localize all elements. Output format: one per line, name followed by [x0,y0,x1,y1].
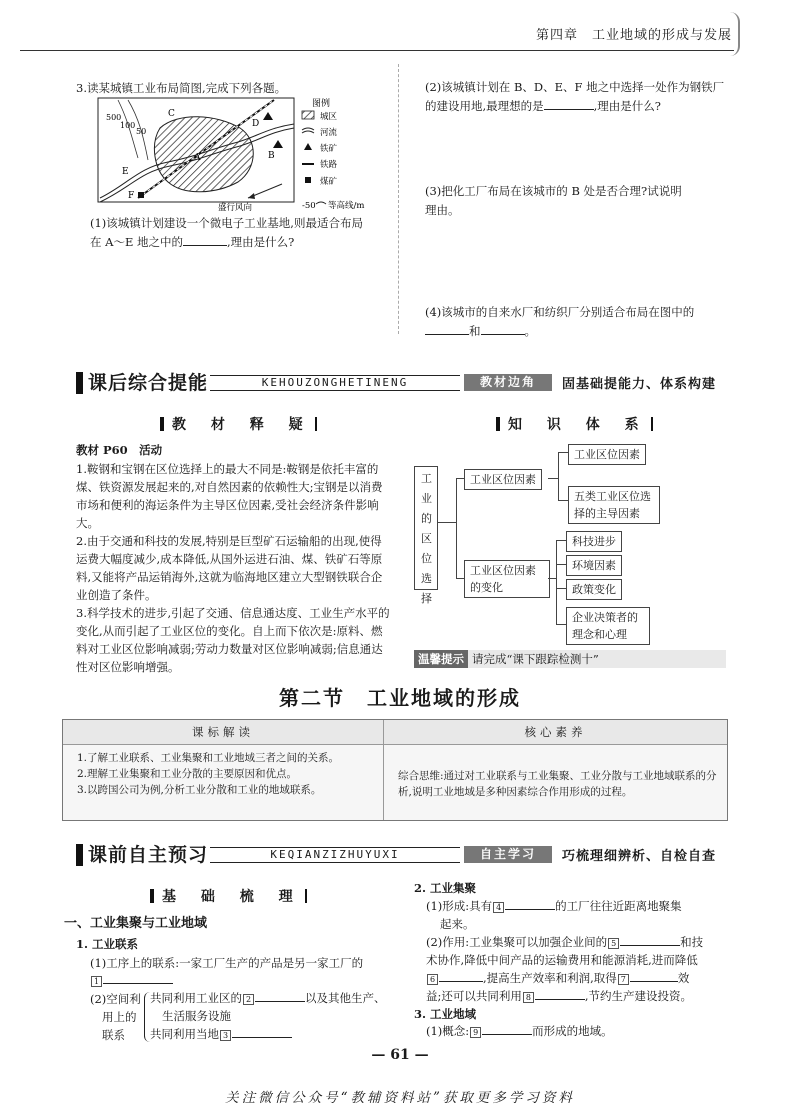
subheading-textbook: 教 材 释 疑 [160,414,317,434]
page-number: — 61 — [371,1047,429,1063]
curriculum-left-head: 课标解读 [63,720,383,745]
city-area [154,117,253,192]
tree-node-factors: 工业区位因素 [464,469,542,490]
legend-city: 城区 [320,112,338,122]
section-banner-after-class [76,372,726,394]
map-label-c: C [168,109,175,119]
section-banner-pre-class [76,844,726,866]
blank-number: 1 [91,976,102,987]
answer-item: 1.鞍钢和宝钢在区位选择上的最大不同是:鞍钢是依托丰富的煤、铁资源发展起来的,对自然因素的依赖性大;宝钢是以消费市场和便利的海运条件为主导区位因素,受社会经济条件影响大。 [76,462,383,530]
curriculum-box [62,719,728,821]
header-rule [20,50,734,51]
answer-blank[interactable] [482,1022,532,1035]
tree-node-changes: 工业区位因素的变化 [464,560,550,598]
answer-item: 3.科学技术的进步,引起了交通、信息通达度、工业生产水平的变化,从而引起了工业区位的变化。自上而下依次是:原料、燃料对工业区位影响减弱;劳动力数量对区位影响减弱;信息通达性对区位影响增强。 [76,606,390,674]
banner-title: 课前自主预习 [88,844,209,866]
topic-heading: 1. 工业联系 [76,937,139,951]
subheading-basics: 基 础 梳 理 [150,886,307,906]
answer-blank[interactable] [544,97,594,110]
answer-blank[interactable] [439,969,483,982]
column-divider [398,64,399,334]
banner-title: 课后综合提能 [88,372,209,394]
q3-part2: (2)该城镇计划在 B、D、E、F 地之中选择一处作为钢铁厂 的建设用地,最理想的是 ,理由是什么? [425,80,725,113]
map-label-d: D [252,119,260,129]
coal-mine-icon [138,192,144,198]
curriculum-list: 1.了解工业联系、工业集聚和工业地域三者之间的关系。 2.理解工业集聚和工业分散的主要原因和优点。 3.以跨国公司为例,分析工业分散和工业的地域联系。 [77,752,340,796]
answer-item: 2.由于交通和科技的发展,特别是巨型矿石运输船的出现,使得运费大幅度减少,成本降低,从国外运进石油、煤、铁矿石等原料,又能将产品运销海外,这就为临海地区建立大型钢铁联合企业创造了条件。 [76,534,383,602]
curriculum-right-head: 核心素养 [384,720,727,745]
answer-blank[interactable] [535,987,585,1000]
tree-root: 工业的区位选择 [414,466,438,590]
contour-label: 100 [120,121,136,130]
topic-heading: 3. 工业地域 [414,1007,477,1021]
tree-leaf-dominant: 五类工业区位选择的主导因素 [568,486,660,524]
answer-blank[interactable] [505,897,555,910]
tree-leaf-policy: 政策变化 [566,579,622,600]
answer-blank[interactable] [481,322,525,335]
industrial-region-concept: (1)概念: 9 而形成的地域。 [426,1024,613,1038]
answer-blank[interactable] [630,969,678,982]
answer-blank[interactable] [620,933,680,946]
reminder-label: 温馨提示 [414,650,468,668]
tree-leaf-tech: 科技进步 [566,531,622,552]
banner-tag: 自主学习 [464,846,552,863]
textbook-answers [76,460,392,676]
textbook-ref: 教材 P60 活动 [76,443,163,457]
q3-part4: (4)该城市的自来水厂和纺织厂分别适合布局在图中的 和 。 [425,305,695,338]
contour-label: 50 [136,127,147,136]
industrial-link-process: (1)工序上的联系:一家工厂生产的产品是另一家工厂的 [90,956,364,970]
legend-rail: 铁路 [320,160,338,170]
subheading-knowledge: 知 识 体 系 [496,414,653,434]
banner-tag: 教材边角 [464,374,552,391]
legend-contour-value: -50 [302,201,316,211]
topic-heading: 2. 工业集聚 [414,881,477,895]
answer-blank[interactable] [103,971,173,984]
map-label-f: F [128,191,135,201]
banner-slogan: 固基础提能力、体系构建 [562,377,717,392]
industrial-layout-map [98,98,365,216]
map-label-b: B [268,151,275,161]
map-label-e: E [122,167,129,177]
legend-title: 图例 [312,99,331,109]
q3-stem: 3.读某城镇工业布局简图,完成下列各题。 [76,81,287,95]
reminder-text: 请完成“课下跟踪检测十” [472,652,599,666]
part-heading: 一、工业集聚与工业地域 [64,916,208,931]
footer-note: 关注微信公众号“教辅资料站”获取更多学习资料 [225,1090,575,1106]
banner-pinyin: KEQIANZIZHUYUXI [210,847,460,863]
core-literacy-text: 综合思维:通过对工业联系与工业集聚、工业分散与工业地域联系的分析,说明工业地域是多种因素综合作用形成的过程。 [398,770,717,798]
spatial-link-label: (2)空间利 用上的 联系 [90,992,141,1042]
contour-label: 500 [106,113,122,122]
industrial-agglomeration: (1)形成:具有 4 的工厂往往近距离地聚集 起来。 (2)作用:工业集聚可以加强企业间的 5 和技 术协作,降低中间产品的运输费用和能源消耗,进而降低 6 ,提高生产效率和利润,取得 7 效 益;还可以共同利用 8 ,节约生产建设投资。 [426,899,704,1003]
legend-coal: 煤矿 [320,177,338,187]
tree-leaf-env: 环境因素 [566,555,622,576]
legend-river: 河流 [320,128,338,138]
legend-contour: 等高线/m [328,201,365,211]
tree-leaf-decision: 企业决策者的理念和心理 [566,607,650,645]
running-header: 第四章 工业地域的形成与发展 [535,28,732,43]
answer-blank[interactable] [255,989,305,1002]
section-title: 第二节 工业地域的形成 [279,686,521,710]
spatial-link-items: 共同利用工业区的 2 以及其他生产、 生活服务设施 共同利用当地 3 [150,991,386,1041]
map-label-a: A [194,153,201,163]
banner-pinyin: KEHOUZONGHETINENG [210,375,460,391]
answer-blank[interactable] [232,1025,292,1038]
answer-blank[interactable] [183,233,227,246]
q3-part3: (3)把化工厂布局在该城市的 B 处是否合理?试说明 理由。 [425,184,682,217]
reminder-strip [414,650,726,668]
wind-label: 盛行风向 [218,203,253,213]
header-bracket-decoration [728,12,740,56]
answer-blank[interactable] [425,322,469,335]
banner-slogan: 巧梳理细辨析、自检自查 [562,849,717,864]
tree-leaf-factors: 工业区位因素 [568,444,646,465]
q3-part1: (1)该城镇计划建设一个微电子工业基地,则最适合布局 在 A～E 地之中的 ,理由是什么? [90,216,363,249]
legend-iron: 铁矿 [320,144,338,154]
